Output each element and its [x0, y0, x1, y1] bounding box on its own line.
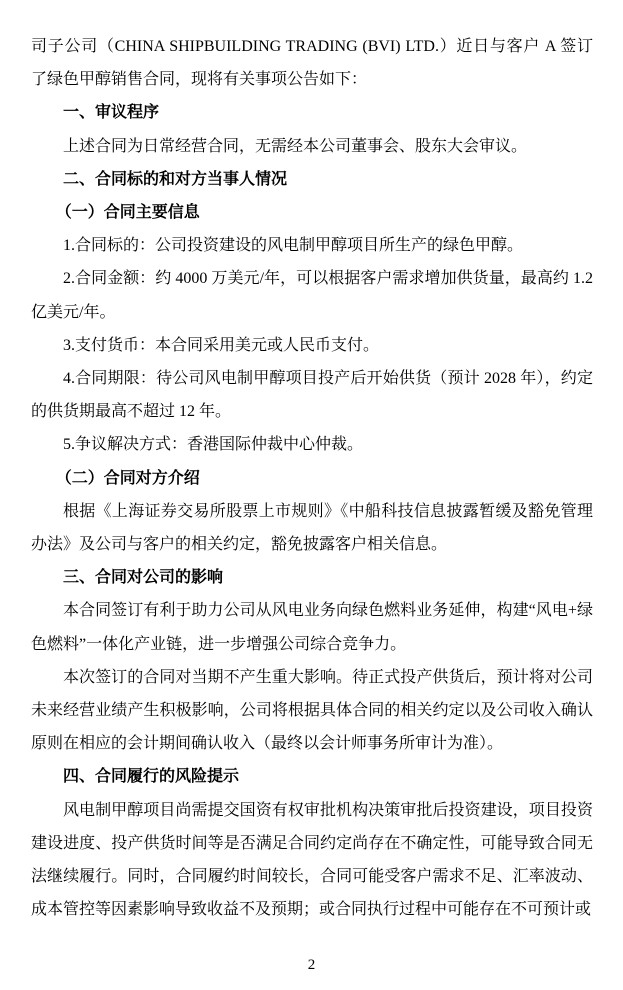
paragraph: 3.支付货币：本合同采用美元或人民币支付。	[63, 336, 380, 354]
section-heading: 二、合同标的和对方当事人情况	[63, 170, 288, 188]
paragraph: 5.争议解决方式：香港国际仲裁中心仲裁。	[63, 436, 364, 454]
paragraph: 2.合同金额：约 4000 万美元/年，可以根据客户需求增加供货量，最高约 1.2 亿美元/年。	[31, 270, 593, 321]
paragraph: 本次签订的合同对当期不产生重大影响。待正式投产供货后，预计将对公司未来经营业绩产生积极影响，公司将根据具体合同的相关约定以及公司收入确认原则在相应的会计期间确认收入（最终以会计师事务所审计为准）。	[31, 668, 593, 753]
paragraph: 上述合同为日常经营合同，无需经本公司董事会、股东大会审议。	[63, 137, 528, 155]
sub-section-heading: （一）合同主要信息	[55, 204, 200, 222]
section-heading: 四、合同履行的风险提示	[63, 768, 240, 786]
paragraph: 根据《上海证券交易所股票上市规则》《中船科技信息披露暂缓及豁免管理办法》及公司与客户的相关约定，豁免披露客户相关信息。	[31, 502, 593, 554]
page-number: 2	[307, 957, 316, 973]
section-heading: 一、审议程序	[63, 104, 160, 122]
paragraph: 4.合同期限：待公司风电制甲醇项目投产后开始供货（预计 2028 年），约定的供货期最高不超过 12 年。	[31, 370, 593, 421]
paragraph: 本合同签订有利于助力公司从风电业务向绿色燃料业务延伸，构建“风电+绿色燃料”一体化产业链，进一步增强公司综合竞争力。	[31, 602, 593, 653]
paragraph: 风电制甲醇项目尚需提交国资有权审批机构决策审批后投资建设，项目投资建设进度、投产供货时间等是否满足合同约定尚存在不确定性，可能导致合同无法继续履行。同时，合同履约时间较长，合同可能受客户需求不足、汇率波动、成本管控等因素影响导致收益不及预期；或合同执行过程中可能存在不可预计或	[31, 801, 593, 919]
section-heading: 三、合同对公司的影响	[63, 569, 224, 587]
paragraph-continued: 司子公司（CHINA SHIPBUILDING TRADING (BVI) LTD.）近日与客户 A 签订了绿色甲醇销售合同，现将有关事项公告如下：	[31, 38, 593, 89]
paragraph: 1.合同标的：公司投资建设的风电制甲醇项目所生产的绿色甲醇。	[63, 237, 524, 255]
document-body	[31, 30, 593, 926]
sub-section-heading: （二）合同对方介绍	[55, 469, 200, 487]
